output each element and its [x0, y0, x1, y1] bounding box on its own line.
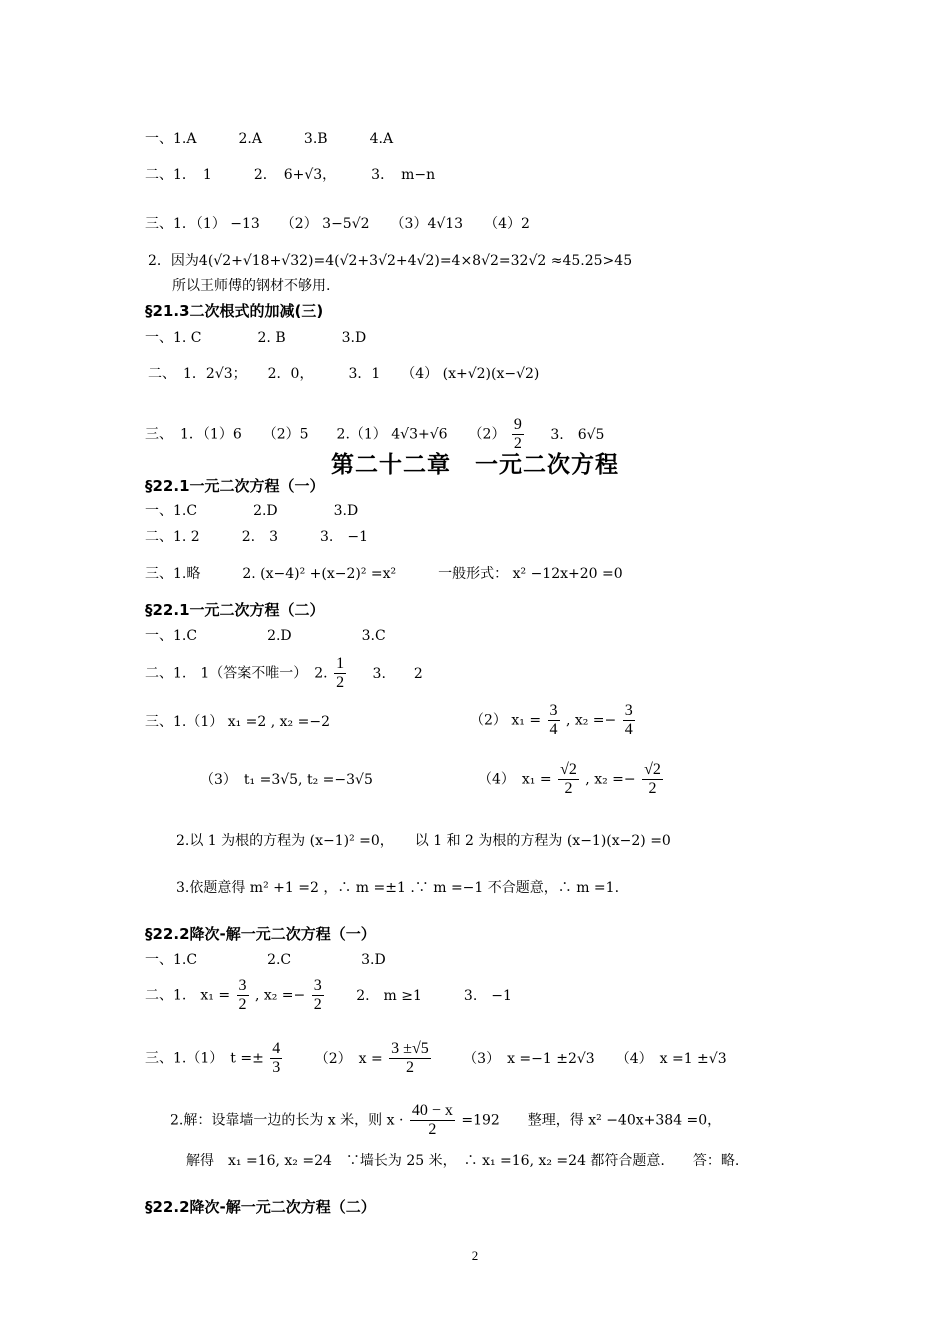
- answer-line: [145, 977, 512, 1014]
- answer-line: [145, 1040, 727, 1077]
- section-heading: §22.1一元二次方程（一）: [145, 477, 325, 495]
- answer-line: 2.以 1 为根的方程为 (x−1)² =0， 以 1 和 2 为根的方程为 (x−1)(x−2) =0: [176, 833, 671, 849]
- section-heading: §22.2降次-解一元二次方程（二）: [145, 1198, 376, 1216]
- answer-line: 解得 x₁ =16, x₂ =24 ∵墙长为 25 米， ∴ x₁ =16, x₂ =24 都符合题意. 答：略.: [186, 1153, 740, 1169]
- answer-line: 二、 1．2√3； 2．0， 3．1 （4） (x+√2)(x−√2): [148, 366, 540, 382]
- answer-line: 一、1.C 2.D 3.C: [145, 628, 386, 644]
- section-heading: §21.3二次根式的加减(三): [145, 302, 324, 320]
- fraction: $\frac{√2}{2}$: [560, 761, 577, 797]
- answer-text: 3. 2: [372, 665, 423, 682]
- answer-text: , x₂ =−: [565, 712, 617, 729]
- answer-text: 三、 1．（1）6 （2）5 2.（1） 4√3+√6 （2）: [145, 426, 506, 443]
- answer-line: 二、1. 2 2. 3 3. −1: [145, 529, 368, 545]
- section-heading: §22.2降次-解一元二次方程（一）: [145, 925, 376, 943]
- answer-text: （3） x =−1 ±2√3 （4） x =1 ±√3: [463, 1050, 727, 1067]
- answer-text: 三、1.（1） t =±: [145, 1050, 264, 1067]
- answer-text: , x₂ =−: [585, 771, 636, 788]
- fraction: $\frac{√2}{2}$: [644, 761, 661, 797]
- answer-text: 3. 6√5: [550, 426, 605, 443]
- answer-text: （2） x₁ =: [470, 712, 542, 729]
- answer-line: 三、1．（1） −13 （2） 3−5√2 （3）4√13 （4）2: [145, 216, 530, 232]
- answer-line: [470, 702, 637, 739]
- fraction: $\frac{3 \pm√5}{2}$: [391, 1040, 429, 1076]
- answer-line: 三、1.（1） x₁ =2 , x₂ =−2: [145, 714, 330, 730]
- answer-text: 2.解：设靠墙一边的长为 x 米，则 x ·: [170, 1112, 404, 1129]
- answer-line: 三、1.略 2. (x−4)² +(x−2)² =x² 一般形式： x² −12x+20 =0: [145, 566, 623, 582]
- fraction: $\frac{3}{4}$: [549, 702, 558, 738]
- answer-line: 3.依题意得 m² +1 =2 ，∴ m =±1 .∵ m =−1 不合题意，∴ m =1.: [176, 880, 620, 896]
- answer-text: （2） x =: [314, 1050, 383, 1067]
- chapter-title: 第二十二章 一元二次方程: [331, 452, 619, 478]
- answer-text: 2. m ≥1 3. −1: [356, 987, 512, 1004]
- answer-line: 一、1.C 2.C 3.D: [145, 952, 386, 968]
- fraction: $\frac{40 - x}{2}$: [411, 1102, 453, 1138]
- answer-text: （4） x₁ =: [478, 771, 552, 788]
- fraction: $\frac{9}{2}$: [513, 416, 522, 452]
- answer-text: , x₂ =−: [254, 987, 306, 1004]
- answer-line: [478, 761, 665, 798]
- fraction: $\frac{4}{3}$: [272, 1040, 281, 1076]
- answer-line: （3） t₁ =3√5, t₂ =−3√5: [200, 772, 373, 788]
- fraction: $\frac{1}{2}$: [336, 655, 345, 691]
- answer-text: 二、1. 1（答案不唯一） 2.: [145, 665, 328, 682]
- answer-line: 二、1． 1 2． 6+√3， 3． m−n: [145, 167, 436, 183]
- answer-line: [170, 1102, 721, 1139]
- answer-line: 一、1.C 2.D 3.D: [145, 503, 359, 519]
- fraction: $\frac{3}{2}$: [313, 977, 322, 1013]
- page-number: 2: [471, 1248, 479, 1263]
- fraction: $\frac{3}{4}$: [624, 702, 633, 738]
- answer-text: =192 整理，得 x² −40x+384 =0，: [461, 1112, 722, 1129]
- answer-line: 所以王师傅的钢材不够用.: [172, 278, 331, 294]
- section-heading: §22.1一元二次方程（二）: [145, 601, 325, 619]
- answer-line: 一、1.A 2.A 3.B 4.A: [145, 131, 394, 147]
- answer-line: 一、1. C 2. B 3.D: [145, 330, 367, 346]
- fraction: $\frac{3}{2}$: [238, 977, 247, 1013]
- answer-line: 2．因为4(√2+√18+√32)=4(√2+3√2+4√2)=4×8√2=32√2 ≈45.25>45: [148, 253, 633, 269]
- answer-text: 二、1. x₁ =: [145, 987, 231, 1004]
- answer-line: [145, 655, 423, 692]
